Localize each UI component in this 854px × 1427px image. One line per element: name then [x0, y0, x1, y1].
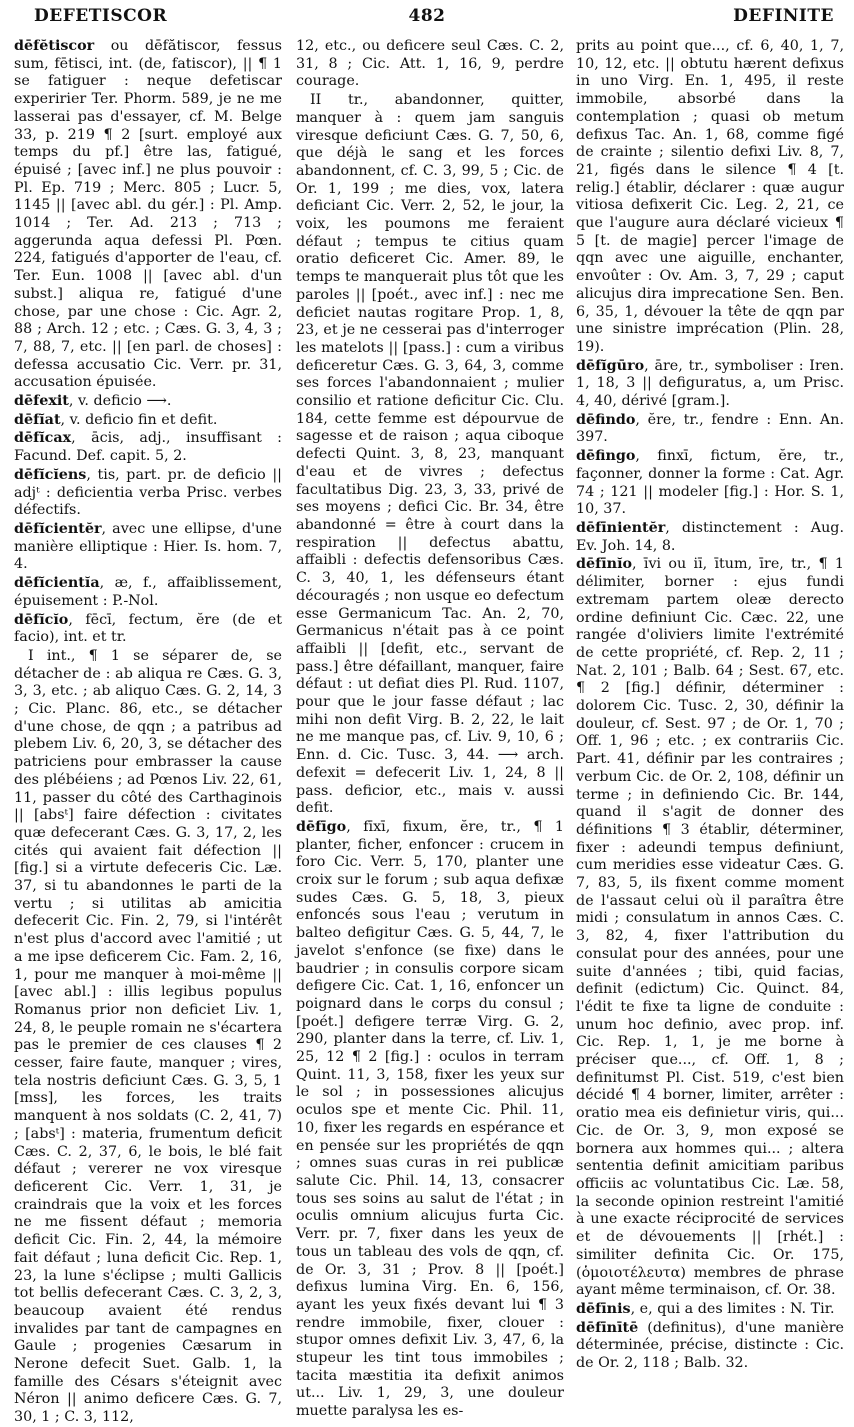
entry-text: II tr., abandonner, quitter, manquer à : quem jam sanguis viresque deficiunt Cæs. G. 7, 50, 6, que déjà le sang et les forces abandonnent, cf. C. 3, 99, 5 ; Cic. de Or. 1, 199 ; me dies, vox, latera deficiant Cic. Verr. 2, 52, le jour, la voix, les poumons me feraient défaut ; tempus te citius quam oratio deficeret Cic. Amer. 89, le temps te manquerait plus tôt que les paroles || [poét., avec inf.] : nec me deficiet nautas rogitare Prop. 1, 8, 23, et je ne cesserai pas d'interroger les matelots || [pass.] : cum a viribus deficeretur Cæs. G. 3, 64, 3, comme ses forces l'abandonnaient ; mulier consilio et ratione deficitur Cic. Clu. 184, cette femme est dépourvue de sagesse et de raison ; aqua ciboque defecti Quint. 3, 8, 23, manquant d'eau et de vivres ; defectus facultatibus Dig. 23, 3, 33, privé de ses moyens ; defici Cic. Br. 34, être abandonné = être à court dans la respiration || defectus abattu, affaibli : defectis defensoribus Cæs. C. 3, 40, 1, les défenseurs étant découragés ; non usque eo defectum esse Germanicum Tac. An. 2, 70, Germanicus n'était pas à ce point affaibli || [defit, etc., servant de pass.] être défaillant, manquer, faire défaut : ut defiat dies Pl. Rud. 1107, pour que le jour fasse défaut ; lac mihi non defit Virg. B. 2, 22, le lait ne me manque pas, cf. Liv. 9, 10, 6 ; Enn. d. Cic. Tusc. 3, 44. ⟶ arch. defexit = defecerit Liv. 1, 24, 8 || pass. deficior, etc., mais v. aussi defit. — [296, 92, 564, 817]
entry-text: , ĕre, tr., fendre : Enn. An. 397. — [576, 411, 844, 446]
entry-headword: dēfingo — [576, 448, 636, 465]
dictionary-entry — [296, 38, 564, 91]
dictionary-entry — [14, 430, 282, 465]
dictionary-entry — [576, 1320, 844, 1373]
entry-headword: dēfĭcientĭa — [14, 575, 100, 592]
entry-headword: dēfīnītē — [576, 1319, 639, 1336]
dictionary-entry — [576, 38, 844, 357]
entry-headword: dēfĭcientĕr — [14, 520, 102, 537]
dictionary-entry — [576, 412, 844, 447]
entry-headword: dēfĭgūro — [576, 357, 645, 374]
dictionary-entry — [576, 520, 844, 555]
entry-text: I int., ¶ 1 se séparer de, se détacher de : ab aliqua re Cæs. G. 3, 3, 3, etc. ; ab aliquo Cæs. G. 2, 14, 3 ; Cic. Planc. 86, etc., se détacher d'une chose, de qqn ; a patribus ad plebem Liv. 6, 20, 3, se détacher des patriciens pour embrasser la cause des plébéiens ; ad Pœnos Liv. 22, 61, 11, passer du côté des Carthaginois || [absᵗ] faire défection : civitates quæ defecerant Cæs. G. 3, 17, 2, les cités qui avaient fait défection || [fig.] si a virtute defeceris Cic. Læ. 37, si tu abandonnes le parti de la vertu ; si utilitas ab amicitia defecerit Cic. Fin. 2, 79, si l'intérêt n'est plus d'accord avec l'amitié ; ut a me ipse deficerem Cic. Fam. 2, 16, 1, pour me manquer à moi-même || [avec abl.] : illis legibus populus Romanus prior non deficiet Liv. 1, 24, 8, le peuple romain ne s'écartera pas le premier de ces clauses ¶ 2 cesser, faire faute, manquer ; vires, tela nostris deficiunt Cæs. G. 3, 5, 1 [mss], les forces, les traits manquent à nos soldats (C. 2, 41, 7) ; [absᵗ] : materia, frumentum deficit Cæs. C. 2, 37, 6, le bois, le blé fait défaut ; vererer ne vox viresque deficerent Cic. Verr. 1, 31, je craindrais que la voix et les forces ne me fissent défaut ; memoria deficit Cic. Fin. 2, 44, la mémoire fait défaut ; luna deficit Cic. Rep. 1, 23, la lune s'éclipse ; multi Gallicis tot bellis defecerant Cæs. C. 3, 2, 3, beaucoup avaient été rendus invalides par tant de campagnes en Gaule ; progenies Cæsarum in Nerone defecit Suet. Galb. 1, la famille des Césars s'éteignit avec Néron || animo deficere Cæs. G. 7, 30, 1 ; C. 3, 112, — [14, 647, 282, 1426]
entry-text: (definitus), d'une manière déterminée, précise, distincte : Cic. de Or. 2, 118 ; Balb. 32. — [576, 1319, 844, 1372]
dictionary-entry — [14, 575, 282, 610]
entry-headword: dēfĕtiscor — [14, 38, 95, 54]
running-head-right: DEFINITE — [733, 6, 834, 26]
column-1 — [14, 38, 282, 1426]
dictionary-entry — [14, 38, 282, 392]
dictionary-columns — [14, 38, 844, 1426]
dictionary-entry — [14, 393, 282, 411]
entry-headword: dēfīnis — [576, 1300, 631, 1317]
entry-text: ou dēfătiscor, fessus sum, fētisci, int. (de, fatiscor), || ¶ 1 se fatiguer : neque defetiscar experirier Ter. Phorm. 589, je ne me lasserai pas d'essayer, cf. M. Belge 33, p. 219 ¶ 2 [surt. employé aux temps du pf.] être las, fatigué, épuisé ; [avec inf.] ne plus pouvoir : Pl. Ep. 719 ; Merc. 805 ; Lucr. 5, 1145 || [avec abl. du gér.] : Pl. Amp. 1014 ; Ter. Ad. 213 ; 713 ; aggerunda aqua defessi Pl. Pœn. 224, fatigués d'apporter de l'eau, cf. Ter. Eun. 1008 || [avec abl. d'un subst.] aliqua re, fatigué d'une chose, par une chose : Cic. Agr. 2, 88 ; Arch. 12 ; etc. ; Cæs. G. 3, 4, 3 ; 7, 88, 7, etc. || [en parl. de choses] : defessa accusatio Cic. Verr. pr. 31, accusation épuisée. — [14, 38, 282, 391]
entry-text: , distinctement : Aug. Ev. Joh. 14, 8. — [576, 519, 844, 554]
entry-headword: dēfĭcax — [14, 430, 72, 447]
entry-text: 12, etc., ou deficere seul Cæs. C. 2, 31, 8 ; Cic. Att. 1, 16, 9, perdre courage. — [296, 38, 564, 90]
running-head-left: DEFETISCOR — [34, 6, 168, 26]
entry-text: , avec une ellipse, d'une manière elliptique : Hier. Is. hom. 7, 4. — [14, 520, 282, 573]
dictionary-entry — [296, 92, 564, 818]
entry-text: , fēcī, fectum, ĕre (de et facio), int. et tr. — [14, 611, 282, 646]
dictionary-entry — [576, 448, 844, 519]
entry-text: , fīxī, fixum, ĕre, tr., ¶ 1 planter, ficher, enfoncer : crucem in foro Cic. Verr. 5, 170, planter une croix sur le forum ; sub aqua defixæ sudes Cæs. G. 5, 18, 3, pieux enfoncés sous l'eau ; verutum in balteo defigitur Cæs. G. 5, 44, 7, le javelot s'enfonce (se fixe) dans le baudrier ; in consulis corpore sicam defigere Cic. Cat. 1, 16, enfoncer un poignard dans le corps du consul ; [poét.] defigere terræ Virg. G. 2, 290, planter dans la terre, cf. Liv. 1, 25, 12 ¶ 2 [fig.] : oculos in terram Quint. 11, 3, 158, fixer les yeux sur le sol ; in possessiones alicujus oculos spe et mente Cic. Phil. 11, 10, fixer les regards en espérance et en pensée sur les propriétés de qqn ; omnes suas curas in rei publicæ salute Cic. Phil. 14, 13, consacrer tous ses soins au salut de l'état ; in oculis omnium alicujus furta Cic. Verr. pr. 7, fixer dans les yeux de tous un tableau des vols de qqn, cf. de Or. 3, 31 ; Prov. 8 || [poét.] defixus lumina Virg. En. 6, 156, ayant les yeux fixés devant lui ¶ 3 rendre immobile, fixer, clouer : stupor omnes defixit Liv. 3, 47, 6, la stupeur les tint tous immobiles ; tacita mæstitia ita defixit animos ut... Liv. 1, 29, 3, une douleur muette paralysa les es- — [296, 818, 564, 1420]
dictionary-entry — [14, 648, 282, 1427]
dictionary-entry — [14, 467, 282, 520]
entry-text: , v. deficio fin et defit. — [60, 411, 218, 428]
page-header — [14, 6, 840, 36]
entry-headword: dēfĭat — [14, 411, 61, 428]
column-2 — [296, 38, 564, 1420]
entry-text: , v. deficio ⟶. — [68, 393, 172, 410]
dictionary-entry — [14, 521, 282, 574]
dictionary-entry — [14, 412, 282, 430]
dictionary-entry — [14, 612, 282, 647]
entry-text: , ācis, adj., insuffisant : Facund. Def. capit. 5, 2. — [14, 430, 282, 465]
entry-text: , finxī, fictum, ĕre, tr., façonner, donner la forme : Cat. Agr. 74 ; 121 || modeler [fig.] : Hor. S. 1, 10, 37. — [576, 448, 844, 518]
page-number: 482 — [408, 6, 446, 26]
entry-headword: dēfīnientĕr — [576, 519, 666, 536]
entry-text: , āre, tr., symboliser : Iren. 1, 18, 3 || defiguratus, a, um Prisc. 4, 40, dérivé [gram.]. — [576, 357, 844, 410]
dictionary-entry — [296, 819, 564, 1421]
entry-text: , æ, f., affaiblissement, épuisement : P.-Nol. — [14, 575, 282, 609]
entry-headword: dēfexit — [14, 393, 69, 410]
entry-headword: dēfindo — [576, 411, 636, 428]
entry-text: , tis, part. pr. de deficio || adjᵗ : deficientia verba Prisc. verbes défectifs. — [14, 466, 282, 519]
entry-headword: dēfĭcĭens — [14, 466, 87, 483]
entry-text: , īvi ou iī, ītum, īre, tr., ¶ 1 délimiter, borner : ejus fundi extremam partem oleæ derecto ordine definiunt Cic. Cæc. 22, une rangée d'oliviers limite l'extrémité de cette propriété, cf. Rep. 2, 11 ; Nat. 2, 101 ; Balb. 64 ; Sest. 67, etc. ¶ 2 [fig.] définir, déterminer : dolorem Cic. Tusc. 2, 30, définir la douleur, cf. Sest. 97 ; de Or. 1, 70 ; Off. 1, 96 ; etc. ; ex contrariis Cic. Part. 41, définir par les contraires ; verbum Cic. de Or. 2, 108, définir un terme ; in definiendo Cic. Br. 144, quand il s'agit de donner des définitions ¶ 3 établir, déterminer, fixer : adeundi tempus definiunt, cum meridies esse videatur Cæs. G. 7, 83, 5, ils fixent comme moment de l'assaut celui où il paraîtra être midi ; consulatum in annos Cæs. C. 3, 82, 4, fixer l'attribution du consulat pour des années, pour une suite d'années ; tibi, quid facias, definit (edictum) Cic. Quinct. 84, l'édit te fixe ta ligne de conduite : unum hoc definio, avec prop. inf. Cic. Rep. 1, 1, je me borne à préciser que..., cf. Off. 1, 8 ; definitumst Pl. Cist. 519, c'est bien décidé ¶ 4 borner, limiter, arrêter : oratio mea eis definietur viris, qui... Cic. de Or. 3, 9, mon exposé se bornera aux hommes qui... ; altera sententia definit amicitiam paribus officiis ac voluntatibus Cic. Læ. 58, la seconde opinion restreint l'amitié à une exacte réciprocité de services et de dévouements || [rhét.] : similiter definita Cic. Or. 175, (ὁμοιοτέλευτα) membres de phrase ayant même terminaison, cf. Or. 38. — [576, 556, 844, 1299]
column-3 — [576, 38, 844, 1372]
dictionary-entry — [576, 556, 844, 1300]
entry-headword: dēfĭcĭo — [14, 611, 69, 628]
entry-headword: dēfīgo — [296, 818, 347, 835]
entry-headword: dēfīnĭo — [576, 556, 633, 573]
dictionary-entry — [576, 358, 844, 411]
dictionary-entry — [576, 1301, 844, 1319]
entry-text: prits au point que..., cf. 6, 40, 1, 7, 10, 12, etc. || obtutu hærent defixus in uno Virg. En. 1, 495, il reste immobile, absorbé dans la contemplation ; quasi ob metum defixus Tac. An. 1, 68, comme figé de crainte ; silentio defixi Liv. 8, 7, 21, figés dans le silence ¶ 4 [t. relig.] établir, déclarer : quæ augur vitiosa defixerit Cic. Leg. 2, 21, ce que l'augure aura déclaré vicieux ¶ 5 [t. de magie] percer l'image de qqn avec une aiguille, enchanter, envoûter : Ov. Am. 3, 7, 29 ; caput alicujus dira imprecatione Sen. Ben. 6, 35, 1, dévouer la tête de qqn par une sinistre imprécation (Plin. 28, 19). — [576, 38, 844, 355]
entry-text: , e, qui a des limites : N. Tir. — [630, 1300, 835, 1317]
